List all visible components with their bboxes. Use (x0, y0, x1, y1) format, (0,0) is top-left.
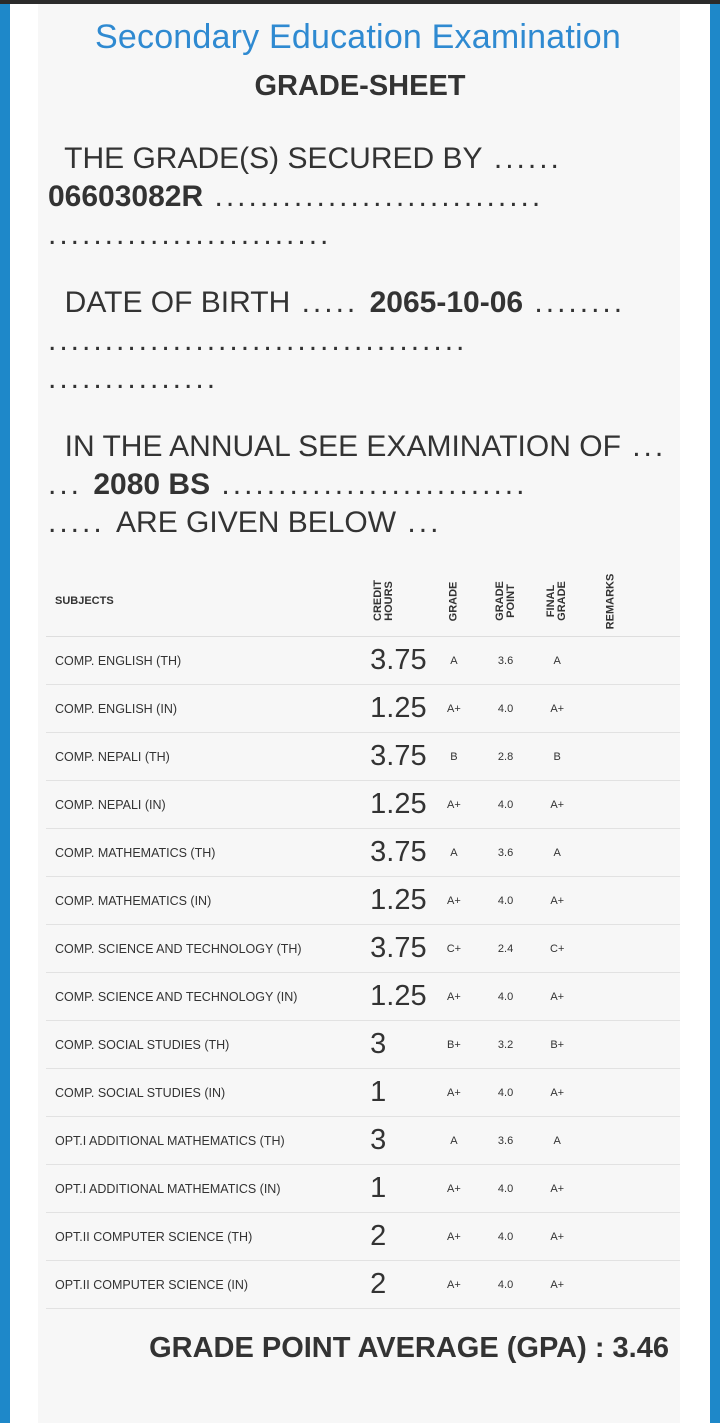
subject-cell: OPT.II COMPUTER SCIENCE (TH) (46, 1213, 370, 1261)
final-grade-cell: A (537, 637, 577, 685)
remarks-cell (577, 1261, 680, 1309)
subject-cell: COMP. NEPALI (IN) (46, 781, 370, 829)
grade-cell: A+ (434, 685, 474, 733)
exam-paragraph: IN THE ANNUAL SEE EXAMINATION OF ... ... 2080 BS ........................... ..... ARE GIVEN BELOW ... (48, 430, 667, 539)
grade-cell: A+ (434, 877, 474, 925)
date-of-birth: 2065-10-06 (369, 286, 524, 319)
grade-point-cell: 3.6 (474, 1117, 537, 1165)
symbol-number: 06603082R (48, 180, 204, 213)
grade-cell: A (434, 637, 474, 685)
final-grade-cell: A+ (537, 1213, 577, 1261)
given-below-label: ARE GIVEN BELOW (116, 506, 397, 539)
table-row (46, 685, 680, 733)
table-row (46, 1213, 680, 1261)
final-grade-cell: A (537, 829, 577, 877)
table-row (46, 829, 680, 877)
credit-hours-cell: 1 (370, 1165, 434, 1213)
remarks-cell (577, 877, 680, 925)
exam-year: 2080 BS (93, 468, 211, 501)
final-grade-cell: B (537, 733, 577, 781)
remarks-cell (577, 1165, 680, 1213)
secured-by-paragraph: THE GRADE(S) SECURED BY ...... 06603082R ............................. ......................... (48, 142, 562, 251)
remarks-cell (577, 925, 680, 973)
grade-cell: A+ (434, 973, 474, 1021)
table-row (46, 1117, 680, 1165)
subject-cell: OPT.I ADDITIONAL MATHEMATICS (IN) (46, 1165, 370, 1213)
grade-point-cell: 3.6 (474, 637, 537, 685)
credit-hours-cell: 1.25 (370, 877, 434, 925)
final-grade-cell: A+ (537, 781, 577, 829)
dob-paragraph: DATE OF BIRTH ..... 2065-10-06 ........ ..................................... ............... (48, 286, 626, 395)
final-grade-cell: A+ (537, 877, 577, 925)
grade-cell: A+ (434, 1261, 474, 1309)
grade-point-cell: 2.4 (474, 925, 537, 973)
credit-hours-cell: 3.75 (370, 733, 434, 781)
final-grade-cell: A+ (537, 1261, 577, 1309)
header-grade-point: GRADE POINT (474, 566, 537, 637)
subject-cell: COMP. SCIENCE AND TECHNOLOGY (IN) (46, 973, 370, 1021)
grade-point-cell: 4.0 (474, 1165, 537, 1213)
remarks-cell (577, 733, 680, 781)
grade-point-cell: 2.8 (474, 733, 537, 781)
subject-cell: COMP. SCIENCE AND TECHNOLOGY (TH) (46, 925, 370, 973)
credit-hours-cell: 1.25 (370, 781, 434, 829)
grade-point-cell: 4.0 (474, 877, 537, 925)
table-row (46, 1021, 680, 1069)
credit-hours-cell: 3.75 (370, 829, 434, 877)
table-row (46, 925, 680, 973)
table-row (46, 973, 680, 1021)
header-subjects: SUBJECTS (46, 566, 370, 637)
table-header-row (46, 566, 680, 637)
remarks-cell (577, 637, 680, 685)
table-row (46, 781, 680, 829)
credit-hours-cell: 3 (370, 1021, 434, 1069)
grade-cell: A+ (434, 1165, 474, 1213)
grade-cell: A+ (434, 781, 474, 829)
remarks-cell (577, 1117, 680, 1165)
gpa-label: GRADE POINT AVERAGE (GPA) : (149, 1332, 605, 1364)
final-grade-cell: A+ (537, 973, 577, 1021)
gpa-value: 3.46 (612, 1332, 669, 1364)
remarks-cell (577, 781, 680, 829)
header-remarks: REMARKS (577, 566, 680, 637)
final-grade-cell: A+ (537, 685, 577, 733)
subject-cell: COMP. ENGLISH (IN) (46, 685, 370, 733)
subject-cell: OPT.II COMPUTER SCIENCE (IN) (46, 1261, 370, 1309)
final-grade-cell: A+ (537, 1069, 577, 1117)
left-edge-accent (0, 4, 10, 1423)
page-title: Secondary Education Examination (95, 18, 621, 56)
grades-table (46, 566, 680, 1309)
right-edge-accent (710, 4, 720, 1423)
table-row (46, 733, 680, 781)
grade-cell: A+ (434, 1069, 474, 1117)
table-row (46, 1069, 680, 1117)
grade-cell: B+ (434, 1021, 474, 1069)
credit-hours-cell: 3 (370, 1117, 434, 1165)
subject-cell: COMP. MATHEMATICS (IN) (46, 877, 370, 925)
remarks-cell (577, 973, 680, 1021)
remarks-cell (577, 1069, 680, 1117)
table-row (46, 1261, 680, 1309)
header-grade: GRADE (434, 566, 474, 637)
grade-point-cell: 4.0 (474, 685, 537, 733)
exam-label: IN THE ANNUAL SEE EXAMINATION OF (64, 430, 621, 463)
page-subtitle: GRADE-SHEET (254, 70, 466, 102)
grade-cell: B (434, 733, 474, 781)
gpa-line (0, 1332, 669, 1365)
grade-point-cell: 3.2 (474, 1021, 537, 1069)
grade-point-cell: 3.6 (474, 829, 537, 877)
final-grade-cell: A (537, 1117, 577, 1165)
subject-cell: COMP. NEPALI (TH) (46, 733, 370, 781)
remarks-cell (577, 829, 680, 877)
credit-hours-cell: 3.75 (370, 925, 434, 973)
grade-point-cell: 4.0 (474, 973, 537, 1021)
remarks-cell (577, 1213, 680, 1261)
credit-hours-cell: 2 (370, 1261, 434, 1309)
final-grade-cell: B+ (537, 1021, 577, 1069)
grade-point-cell: 4.0 (474, 1261, 537, 1309)
header-credit-hours: CREDIT HOURS (370, 566, 434, 637)
credit-hours-cell: 1.25 (370, 685, 434, 733)
credit-hours-cell: 1.25 (370, 973, 434, 1021)
remarks-cell (577, 685, 680, 733)
credit-hours-cell: 2 (370, 1213, 434, 1261)
table-row (46, 877, 680, 925)
subject-cell: OPT.I ADDITIONAL MATHEMATICS (TH) (46, 1117, 370, 1165)
credit-hours-cell: 1 (370, 1069, 434, 1117)
dob-label: DATE OF BIRTH (64, 286, 291, 319)
grade-cell: A (434, 829, 474, 877)
table-row (46, 637, 680, 685)
secured-by-label: THE GRADE(S) SECURED BY (64, 142, 483, 175)
grade-point-cell: 4.0 (474, 1213, 537, 1261)
grade-cell: C+ (434, 925, 474, 973)
grade-point-cell: 4.0 (474, 781, 537, 829)
subject-cell: COMP. SOCIAL STUDIES (IN) (46, 1069, 370, 1117)
subject-cell: COMP. MATHEMATICS (TH) (46, 829, 370, 877)
subject-cell: COMP. ENGLISH (TH) (46, 637, 370, 685)
credit-hours-cell: 3.75 (370, 637, 434, 685)
grade-cell: A (434, 1117, 474, 1165)
subject-cell: COMP. SOCIAL STUDIES (TH) (46, 1021, 370, 1069)
grade-cell: A+ (434, 1213, 474, 1261)
final-grade-cell: C+ (537, 925, 577, 973)
remarks-cell (577, 1021, 680, 1069)
final-grade-cell: A+ (537, 1165, 577, 1213)
table-row (46, 1165, 680, 1213)
grade-point-cell: 4.0 (474, 1069, 537, 1117)
header-final-grade: FINAL GRADE (537, 566, 577, 637)
